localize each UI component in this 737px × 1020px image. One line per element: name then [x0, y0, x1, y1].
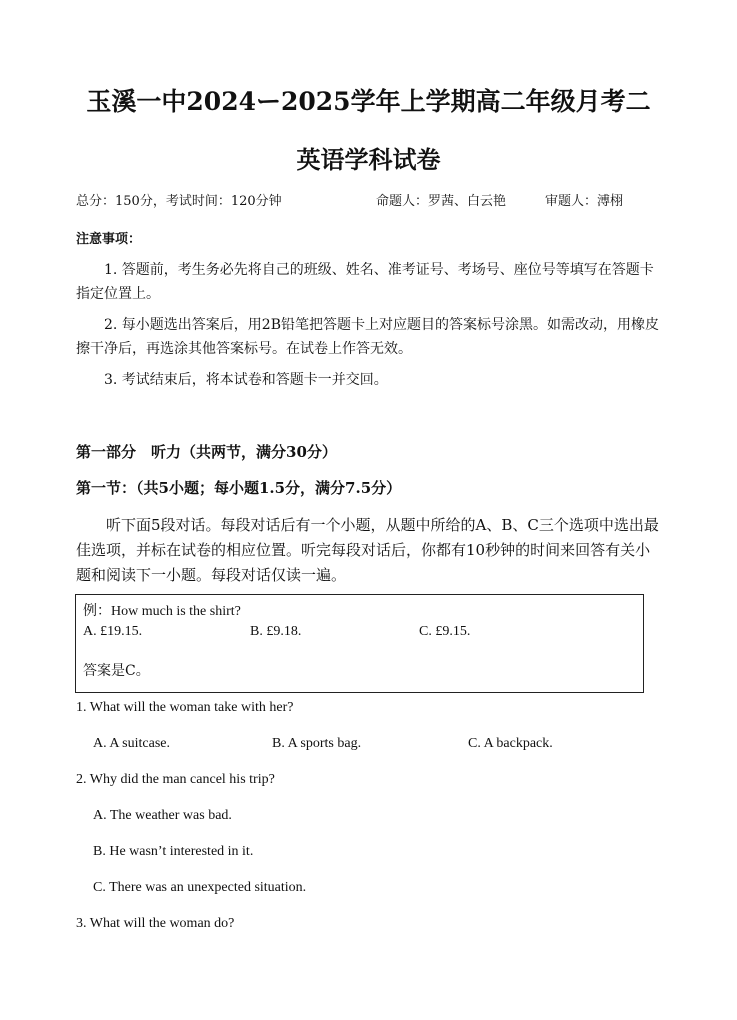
example-option-c: C. £9.15.	[419, 624, 471, 639]
exam-subtitle: 英语学科试卷	[296, 145, 441, 174]
note-item-2: 2. 每小题选出答案后，用2B铅笔把答题卡上对应题目的答案标号涂黑。如需改动，用橡皮擦干净后，再选涂其他答案标号。在试卷上作答无效。	[76, 317, 660, 357]
question-2-stem: 2. Why did the man cancel his trip?	[76, 772, 275, 787]
note-item-3: 3. 考试结束后，将本试卷和答题卡一并交回。	[104, 372, 388, 388]
question-1-option-a: A. A suitcase.	[93, 736, 170, 751]
question-1-option-b: B. A sports bag.	[272, 736, 362, 751]
question-1-stem: 1. What will the woman take with her?	[76, 700, 294, 715]
example-option-a: A. £19.15.	[83, 624, 143, 639]
exam-title: 玉溪一中2024ー2025学年上学期高二年级月考二	[86, 87, 651, 116]
example-question: 例：How much is the shirt?	[83, 604, 241, 619]
question-1-option-c: C. A backpack.	[468, 736, 553, 751]
question-2-option-c: C. There was an unexpected situation.	[93, 880, 307, 895]
section1-heading: 第一节：（共5小题；每小题1.5分，满分7.5分）	[76, 479, 402, 497]
note-item-1: 1. 答题前，考生务必先将自己的班级、姓名、准考证号、考场号、座位号等填写在答题卡指定位置上。	[76, 262, 654, 302]
question-2-option-a: A. The weather was bad.	[93, 808, 232, 823]
question-2-option-b: B. He wasn’t interested in it.	[93, 844, 254, 859]
part1-heading: 第一部分 听力（共两节，满分30分）	[76, 443, 337, 461]
notes-heading: 注意事项：	[76, 232, 142, 247]
question-3-stem: 3. What will the woman do?	[76, 916, 235, 931]
listening-instructions: 听下面5段对话。每段对话后有一个小题，从题中所给的A、B、C三个选项中选出最佳选项，并标在试卷的相应位置。听完每段对话后，你都有10秒钟的时间来回答有关小题和阅读下一小题。每段对话仅读一遍。	[76, 516, 659, 584]
example-option-b: B. £9.18.	[250, 624, 302, 639]
score-time: 总分：150分，考试时间：120分钟	[76, 194, 282, 209]
example-answer: 答案是C。	[83, 663, 150, 679]
setter: 命题人：罗茜、白云艳	[376, 194, 507, 209]
reviewer: 审题人：溥栩	[545, 194, 624, 209]
